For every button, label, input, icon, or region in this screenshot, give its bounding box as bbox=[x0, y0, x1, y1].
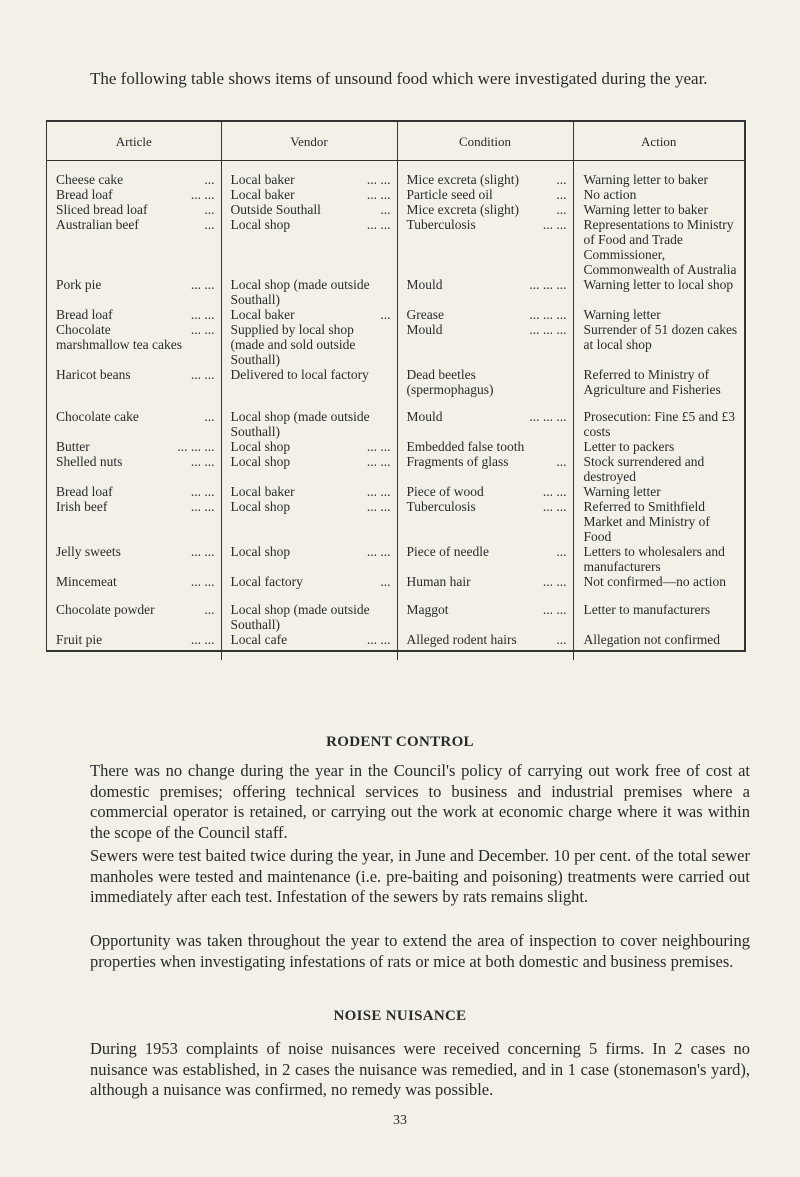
cell-vendor-text: Local baker bbox=[230, 172, 295, 187]
cell-condition bbox=[397, 217, 573, 277]
cell-condition bbox=[397, 367, 573, 409]
cell-condition-text: Tuberculosis bbox=[406, 499, 476, 514]
table-row bbox=[47, 161, 744, 188]
cell-article bbox=[47, 484, 221, 499]
cell-article-text: Pork pie bbox=[56, 277, 102, 292]
cell-action-text: Warning letter to baker bbox=[583, 172, 708, 187]
cell-vendor bbox=[221, 544, 397, 574]
leader-dots: ... ... bbox=[190, 322, 215, 337]
cell-vendor bbox=[221, 439, 397, 454]
leader-dots: ... ... bbox=[542, 574, 567, 589]
table-row bbox=[47, 367, 744, 409]
leader-dots: ... ... bbox=[190, 187, 215, 202]
cell-article bbox=[47, 454, 221, 484]
cell-action bbox=[573, 202, 744, 217]
cell-vendor bbox=[221, 484, 397, 499]
leader-dots: ... bbox=[380, 202, 391, 217]
cell-article bbox=[47, 277, 221, 307]
leader-dots: ... ... ... bbox=[529, 277, 567, 292]
cell-condition-text: Mice excreta (slight) bbox=[406, 202, 519, 217]
leader-dots: ... bbox=[556, 202, 567, 217]
cell-article-text: Bread loaf bbox=[56, 187, 113, 202]
cell-vendor-text: Local factory bbox=[230, 574, 303, 589]
cell-article bbox=[47, 367, 221, 409]
cell-action-text: Referred to Ministry of Agriculture and Fisheries bbox=[583, 367, 721, 397]
leader-dots: ... ... bbox=[190, 484, 215, 499]
leader-dots bbox=[563, 367, 567, 397]
leader-dots: ... bbox=[204, 602, 215, 617]
leader-dots bbox=[387, 277, 391, 307]
cell-action-text: Referred to Smithfield Market and Ministry of Food bbox=[583, 499, 710, 544]
cell-article-text: Sliced bread loaf bbox=[56, 202, 148, 217]
table-row bbox=[47, 544, 744, 574]
table-row bbox=[47, 307, 744, 322]
leader-dots bbox=[524, 439, 566, 454]
cell-condition bbox=[397, 454, 573, 484]
intro-text: The following table shows items of unsound food which were investigated during the year. bbox=[90, 69, 708, 88]
header-vendor: Vendor bbox=[221, 122, 397, 161]
cell-article bbox=[47, 544, 221, 574]
cell-action bbox=[573, 439, 744, 454]
cell-condition bbox=[397, 632, 573, 660]
cell-condition bbox=[397, 544, 573, 574]
cell-article-text: Fruit pie bbox=[56, 632, 103, 647]
cell-action bbox=[573, 307, 744, 322]
cell-condition bbox=[397, 277, 573, 307]
cell-vendor-text: Local shop bbox=[230, 217, 291, 232]
cell-article bbox=[47, 499, 221, 544]
cell-condition bbox=[397, 484, 573, 499]
leader-dots: ... ... bbox=[190, 632, 215, 647]
leader-dots: ... ... ... bbox=[529, 322, 567, 337]
cell-condition bbox=[397, 439, 573, 454]
rodent-paragraph-2: Sewers were test baited twice during the year, in June and December. 10 per cent. of the total sewer manholes were tested and maintenance (i.e. pre-baiting and poisoning) treatments were carried out immediately after each test. Infestation of the sewers by rats remains slight. bbox=[90, 846, 750, 906]
page-number: 33 bbox=[393, 1113, 407, 1128]
cell-vendor bbox=[221, 632, 397, 660]
leader-dots: ... ... ... bbox=[529, 409, 567, 424]
cell-condition bbox=[397, 307, 573, 322]
leader-dots: ... ... ... bbox=[177, 439, 215, 454]
cell-vendor-text: Local shop bbox=[230, 454, 291, 469]
noise-paragraph: During 1953 complaints of noise nuisances were received concerning 5 firms. In 2 cases no nuisance was established, in 2 cases the nuisance was remedied, and in 1 case (stonemason's yard), although a nuisance was confirmed, no remedy was possible. bbox=[90, 1039, 750, 1099]
table-row bbox=[47, 574, 744, 602]
table-row bbox=[47, 632, 744, 660]
leader-dots: ... ... bbox=[542, 217, 567, 232]
cell-article bbox=[47, 187, 221, 202]
cell-condition-text: Mould bbox=[406, 277, 443, 292]
table-row bbox=[47, 454, 744, 484]
cell-condition-text: Mould bbox=[406, 409, 443, 424]
cell-action-text: Warning letter to baker bbox=[583, 202, 708, 217]
cell-condition-text: Grease bbox=[406, 307, 444, 322]
table-row bbox=[47, 277, 744, 307]
leader-dots: ... ... bbox=[366, 499, 391, 514]
rodent-paragraph-1: There was no change during the year in the Council's policy of carrying out work free of cost at domestic premises; offering technical services to business and industrial premises where a commercial operator is retained, or carrying out the work at economic charge where it was within the scope of the Council staff. bbox=[90, 761, 750, 842]
cell-article-text: Haricot beans bbox=[56, 367, 131, 382]
cell-vendor-text: Local shop bbox=[230, 439, 291, 454]
table-row bbox=[47, 484, 744, 499]
leader-dots: ... ... bbox=[366, 187, 391, 202]
cell-article bbox=[47, 409, 221, 439]
cell-action-text: Surrender of 51 dozen cakes at local shop bbox=[583, 322, 738, 352]
cell-action-text: Prosecution: Fine £5 and £3 costs bbox=[583, 409, 735, 439]
cell-action-text: Warning letter bbox=[583, 484, 661, 499]
table-row bbox=[47, 409, 744, 439]
cell-vendor-text: Outside Southall bbox=[230, 202, 321, 217]
cell-vendor bbox=[221, 202, 397, 217]
cell-condition-text: Dead beetles (spermophagus) bbox=[406, 367, 494, 397]
rodent-control-heading: RODENT CONTROL bbox=[326, 734, 474, 750]
leader-dots: ... bbox=[380, 574, 391, 589]
cell-vendor bbox=[221, 187, 397, 202]
cell-vendor bbox=[221, 161, 397, 188]
table-row bbox=[47, 217, 744, 277]
cell-action bbox=[573, 544, 744, 574]
leader-dots: ... ... bbox=[190, 544, 215, 559]
cell-action bbox=[573, 454, 744, 484]
cell-action-text: Warning letter bbox=[583, 307, 661, 322]
header-action: Action bbox=[573, 122, 744, 161]
cell-vendor-text: Local shop bbox=[230, 544, 291, 559]
table-row bbox=[47, 439, 744, 454]
leader-dots: ... ... ... bbox=[529, 307, 567, 322]
cell-vendor bbox=[221, 574, 397, 602]
leader-dots bbox=[369, 367, 391, 382]
cell-action bbox=[573, 499, 744, 544]
cell-vendor bbox=[221, 217, 397, 277]
cell-vendor-text: Local cafe bbox=[230, 632, 288, 647]
leader-dots: ... ... bbox=[366, 217, 391, 232]
table-row bbox=[47, 322, 744, 367]
cell-condition bbox=[397, 322, 573, 367]
leader-dots: ... ... bbox=[366, 544, 391, 559]
cell-action bbox=[573, 367, 744, 409]
cell-vendor bbox=[221, 409, 397, 439]
cell-vendor-text: Local shop (made outside Southall) bbox=[230, 277, 370, 307]
leader-dots: ... ... bbox=[366, 439, 391, 454]
cell-action bbox=[573, 217, 744, 277]
cell-action-text: No action bbox=[583, 187, 637, 202]
leader-dots: ... ... bbox=[190, 454, 215, 469]
cell-article-text: Chocolate marshmallow tea cakes bbox=[56, 322, 182, 352]
leader-dots: ... bbox=[556, 172, 567, 187]
cell-condition-text: Fragments of glass bbox=[406, 454, 509, 469]
cell-vendor bbox=[221, 499, 397, 544]
cell-action bbox=[573, 632, 744, 660]
cell-article-text: Australian beef bbox=[56, 217, 139, 232]
cell-vendor-text: Local baker bbox=[230, 307, 295, 322]
cell-action-text: Warning letter to local shop bbox=[583, 277, 734, 292]
leader-dots: ... bbox=[204, 217, 215, 232]
cell-article-text: Bread loaf bbox=[56, 307, 113, 322]
table-row bbox=[47, 202, 744, 217]
cell-action bbox=[573, 187, 744, 202]
cell-article-text: Cheese cake bbox=[56, 172, 124, 187]
cell-article-text: Chocolate cake bbox=[56, 409, 139, 424]
cell-action bbox=[573, 277, 744, 307]
leader-dots: ... ... bbox=[190, 277, 215, 292]
cell-vendor-text: Local shop (made outside Southall) bbox=[230, 602, 370, 632]
table-row bbox=[47, 602, 744, 632]
cell-article bbox=[47, 307, 221, 322]
cell-action-text: Letter to packers bbox=[583, 439, 675, 454]
cell-vendor bbox=[221, 307, 397, 322]
cell-vendor bbox=[221, 602, 397, 632]
leader-dots: ... bbox=[556, 187, 567, 202]
leader-dots: ... ... bbox=[190, 499, 215, 514]
cell-article bbox=[47, 161, 221, 188]
cell-vendor bbox=[221, 454, 397, 484]
cell-article bbox=[47, 632, 221, 660]
leader-dots: ... ... bbox=[190, 574, 215, 589]
header-condition: Condition bbox=[397, 122, 573, 161]
cell-condition bbox=[397, 602, 573, 632]
cell-article-text: Jelly sweets bbox=[56, 544, 121, 559]
leader-dots: ... ... bbox=[366, 484, 391, 499]
cell-article-text: Mincemeat bbox=[56, 574, 117, 589]
cell-condition-text: Particle seed oil bbox=[406, 187, 493, 202]
cell-condition-text: Piece of needle bbox=[406, 544, 489, 559]
cell-vendor bbox=[221, 277, 397, 307]
leader-dots: ... bbox=[556, 454, 567, 469]
leader-dots: ... bbox=[204, 202, 215, 217]
cell-vendor bbox=[221, 322, 397, 367]
cell-condition-text: Maggot bbox=[406, 602, 449, 617]
cell-article-text: Butter bbox=[56, 439, 90, 454]
cell-action-text: Not confirmed—no action bbox=[583, 574, 726, 589]
cell-action bbox=[573, 409, 744, 439]
cell-action bbox=[573, 484, 744, 499]
rodent-paragraph-3: Opportunity was taken throughout the year to extend the area of inspection to cover neighbouring properties when investigating infestations of rats or mice at both domestic and business premises. bbox=[90, 931, 750, 971]
header-article: Article bbox=[47, 122, 221, 161]
cell-action-text: Letter to manufacturers bbox=[583, 602, 711, 617]
cell-action bbox=[573, 322, 744, 367]
cell-article bbox=[47, 574, 221, 602]
cell-condition bbox=[397, 202, 573, 217]
leader-dots bbox=[387, 322, 391, 367]
leader-dots: ... bbox=[556, 544, 567, 559]
cell-action-text: Allegation not confirmed bbox=[583, 632, 720, 647]
cell-article bbox=[47, 217, 221, 277]
cell-condition bbox=[397, 499, 573, 544]
cell-vendor-text: Local shop bbox=[230, 499, 291, 514]
cell-condition-text: Alleged rodent hairs bbox=[406, 632, 517, 647]
unsound-food-table bbox=[46, 120, 746, 652]
leader-dots: ... ... bbox=[542, 484, 567, 499]
cell-condition bbox=[397, 574, 573, 602]
table-row bbox=[47, 187, 744, 202]
cell-article bbox=[47, 602, 221, 632]
cell-condition-text: Embedded false tooth bbox=[406, 439, 525, 454]
cell-vendor bbox=[221, 367, 397, 409]
cell-action-text: Stock surrendered and destroyed bbox=[583, 454, 705, 484]
cell-action bbox=[573, 574, 744, 602]
cell-article-text: Shelled nuts bbox=[56, 454, 123, 469]
leader-dots: ... ... bbox=[190, 307, 215, 322]
leader-dots: ... ... bbox=[190, 367, 215, 382]
cell-action bbox=[573, 602, 744, 632]
cell-condition-text: Human hair bbox=[406, 574, 471, 589]
cell-condition-text: Mould bbox=[406, 322, 443, 337]
cell-action-text: Letters to wholesalers and manufacturers bbox=[583, 544, 725, 574]
cell-condition bbox=[397, 187, 573, 202]
cell-vendor-text: Supplied by local shop (made and sold outside Southall) bbox=[230, 322, 356, 367]
cell-article-text: Chocolate powder bbox=[56, 602, 155, 617]
cell-condition bbox=[397, 409, 573, 439]
leader-dots: ... bbox=[204, 409, 215, 424]
table-row bbox=[47, 499, 744, 544]
leader-dots: ... bbox=[380, 307, 391, 322]
noise-nuisance-heading: NOISE NUISANCE bbox=[333, 1008, 467, 1024]
cell-condition-text: Mice excreta (slight) bbox=[406, 172, 519, 187]
leader-dots: ... ... bbox=[366, 632, 391, 647]
cell-article bbox=[47, 322, 221, 367]
leader-dots: ... bbox=[556, 632, 567, 647]
cell-vendor-text: Local baker bbox=[230, 484, 295, 499]
cell-article bbox=[47, 202, 221, 217]
cell-vendor-text: Delivered to local factory bbox=[230, 367, 369, 382]
cell-condition-text: Piece of wood bbox=[406, 484, 484, 499]
cell-article-text: Bread loaf bbox=[56, 484, 113, 499]
cell-vendor-text: Local shop (made outside Southall) bbox=[230, 409, 370, 439]
table-header-row bbox=[47, 122, 744, 161]
cell-article-text: Irish beef bbox=[56, 499, 108, 514]
cell-article bbox=[47, 439, 221, 454]
cell-action bbox=[573, 161, 744, 188]
cell-condition-text: Tuberculosis bbox=[406, 217, 476, 232]
leader-dots: ... ... bbox=[542, 499, 567, 514]
table-body bbox=[47, 161, 744, 661]
leader-dots bbox=[387, 409, 391, 439]
cell-vendor-text: Local baker bbox=[230, 187, 295, 202]
leader-dots bbox=[387, 602, 391, 632]
cell-condition bbox=[397, 161, 573, 188]
leader-dots: ... ... bbox=[366, 454, 391, 469]
leader-dots: ... bbox=[204, 172, 215, 187]
leader-dots: ... ... bbox=[542, 602, 567, 617]
cell-action-text: Representations to Ministry of Food and Trade Commissioner, Commonwealth of Australia bbox=[583, 217, 737, 277]
leader-dots: ... ... bbox=[366, 172, 391, 187]
